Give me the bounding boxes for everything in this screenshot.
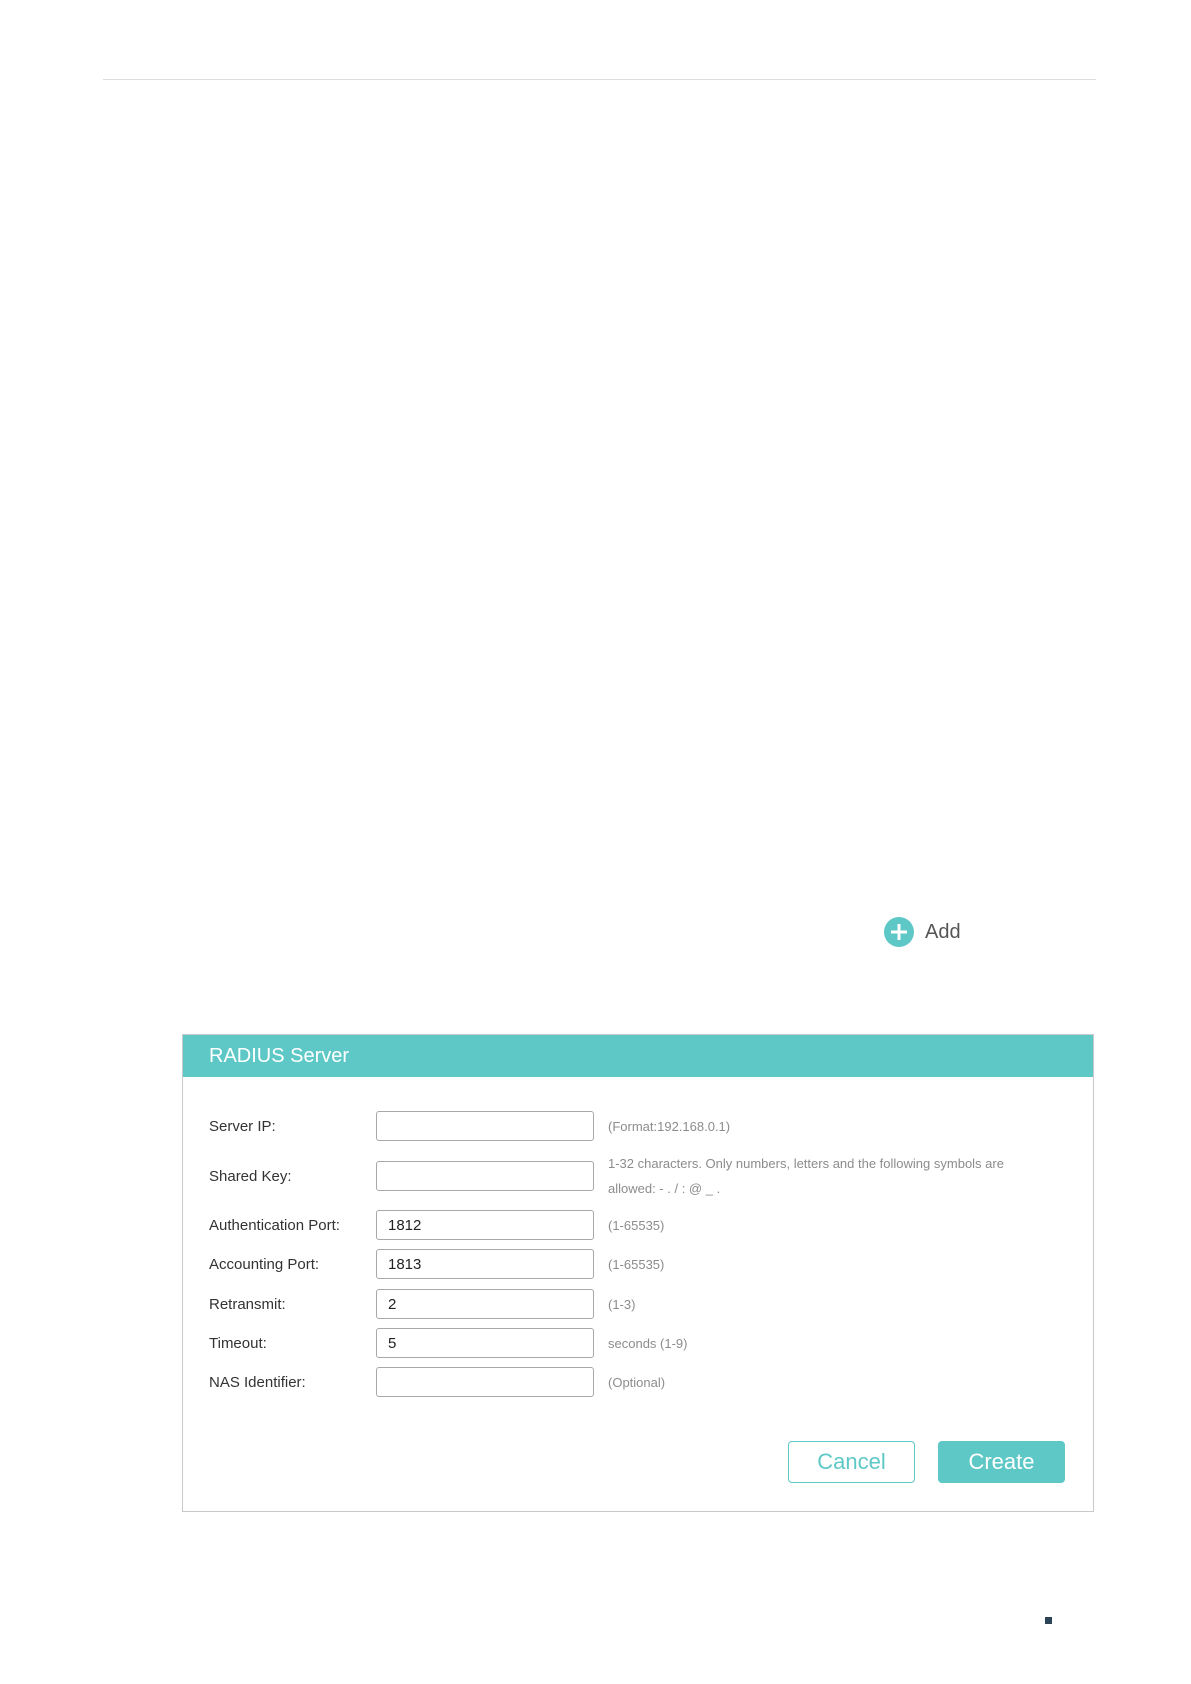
retransmit-hint: (1-3) <box>608 1296 636 1312</box>
create-button[interactable]: Create <box>938 1441 1065 1483</box>
server-ip-input[interactable] <box>376 1111 594 1141</box>
retransmit-row <box>209 1289 635 1319</box>
add-button[interactable] <box>883 916 961 948</box>
cancel-button[interactable]: Cancel <box>788 1441 915 1483</box>
timeout-input[interactable] <box>376 1328 594 1358</box>
accounting-port-label: Accounting Port: <box>209 1255 320 1273</box>
shared-key-input[interactable] <box>376 1161 594 1191</box>
server-ip-hint: (Format:192.168.0.1) <box>608 1118 731 1134</box>
nas-identifier-input[interactable] <box>376 1367 594 1397</box>
retransmit-input[interactable] <box>376 1289 594 1319</box>
accounting-port-row <box>209 1249 664 1279</box>
radius-server-dialog <box>182 1034 1094 1512</box>
top-divider <box>103 79 1096 80</box>
nas-identifier-hint: (Optional) <box>608 1374 666 1390</box>
page-marker <box>1045 1617 1052 1624</box>
timeout-hint: seconds (1-9) <box>608 1335 688 1351</box>
add-label: Add <box>925 920 961 943</box>
nas-identifier-row <box>209 1367 665 1397</box>
authentication-port-row <box>209 1210 664 1240</box>
server-ip-row <box>209 1111 730 1141</box>
dialog-title: RADIUS Server <box>183 1035 1093 1077</box>
timeout-row <box>209 1328 687 1358</box>
shared-key-row <box>209 1156 1038 1196</box>
plus-circle-icon <box>883 916 915 948</box>
accounting-port-input[interactable] <box>376 1249 594 1279</box>
authentication-port-hint: (1-65535) <box>608 1217 665 1233</box>
server-ip-label: Server IP: <box>209 1117 276 1135</box>
authentication-port-label: Authentication Port: <box>209 1216 340 1234</box>
authentication-port-input[interactable] <box>376 1210 594 1240</box>
nas-identifier-label: NAS Identifier: <box>209 1373 306 1391</box>
timeout-label: Timeout: <box>209 1334 267 1352</box>
accounting-port-hint: (1-65535) <box>608 1256 665 1272</box>
shared-key-hint: 1-32 characters. Only numbers, letters and the following symbols are allowed: - . / : @ _ . <box>608 1156 1004 1196</box>
retransmit-label: Retransmit: <box>209 1295 286 1313</box>
shared-key-label: Shared Key: <box>209 1167 292 1185</box>
